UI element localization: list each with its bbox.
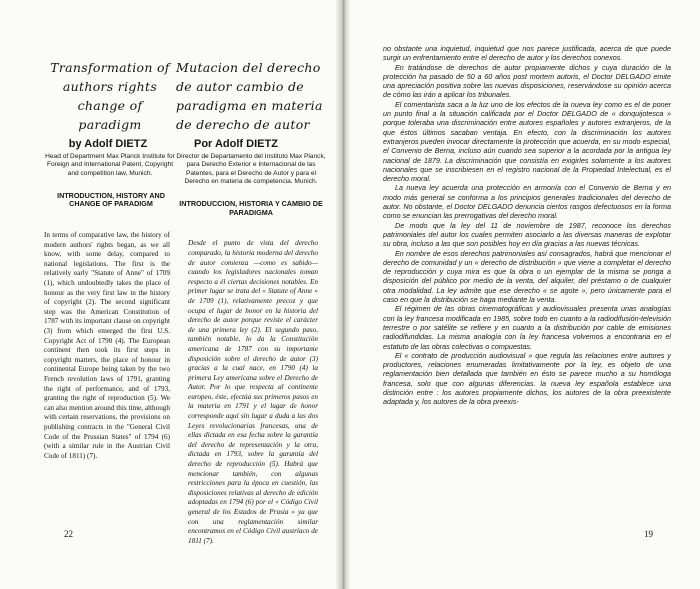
paragraph: El comentarista saca a la luz uno de los efectos de la nueva ley como es el de poner un punto final a la situación calificada por el Doctor DELGADO de « donquijotesca » porque toleraba una discriminación entre autores españoles y autores extranjeros, de la que éstos últimos sacaban ventaja. En efecto, con la discriminación los autores extranjeros pueden invocar directamente la protección que acuerda, en su modo especial, el Convenio de Berna, incluso aún cuando sea superior a la acordada por la antigua ley nacional de 1879. La discriminación que consistía en exigirles solamente a los autores nacionales que se inscribiesen en el registro nacional de la Propiedad Intelectual, es el derecho moral. [383,99,671,184]
left-page-number: 22 [64,529,73,539]
book-gutter [336,0,350,589]
spanish-title: Mutacion del derecho de autor cambio de paradigma en materia de derecho de autor [176,60,323,132]
spanish-body-text: Desde el punto de vista del derecho comparado, la historia moderna del derecho de autor comienza —como es sabido— cuando los legisladores nacionales toman respecto a él ciertas decisiones notables. En primer lugar se trata del « Statute of Anne » de 1709 (1), relativamente precoz y que ocupa el lugar de honor en la historia del derecho de autor porque reviste el carácter de una primera ley (2). El segundo paso, también notable, lo da la Constitución americana de 1787 con su importante disposición sobre el derecho de autor (3) gracias a la cual nace, en 1790 (4) la primera Ley americana sobre el Derecho de Autor. Por lo que respecta al continente europeo, éste, efectúa sus primeros pasos en la materia en 1791 y el lugar de honor corresponde aquí sin lugar a duda a las dos Leyes revolucionarias francesas, una de ellas dictada en esa fecha sobre la garantía del derecho de representación y la otra, dictada en 1793, sobre la garantía del derecho de reproducción (5). Habrá que mencionar también, con algunas restricciones para la época en cuestión, las disposiciones relativas al derecho de edición adoptadas en 1794 (6) por el « Código Civil general de los Estados de Prusia » ya que con una reglamentación similar encontramos en el Código Civil austríaco de 1811 (7). [188,239,318,545]
paragraph: El régimen de las obras cinematográficas y audiovisuales presenta unas analogías con la ley francesa modificada en 1985, sobre todo en cuanto a la radiodifusión-televisión terrestre o por satélite se refiere y en cuanto a la distribución por cable de emisiones radiodifundidas. La misma analogía con la ley francesa volvemos a encontraria en el estatuto de las obras colectivas o compuestas. [383,304,671,351]
english-body-text: In terms of comparative law, the history of modern authors' rights began, as we all know, with some delay, compared to national legislations. The first is the relatively early "Statute of Anne" of 1709 (1), which undoubtedly takes the place of honour as the very first law in the history of copyright (2). The second significant step was the American Constitution of 1787 with its important clause on copyright (3) from which emerged the first U.S. Copyright Act of 1790 (4). The European continent then took its first steps in copyright matters, the place of honour in continental Europe being taken by the two French revolution laws of 1791, granting the right of performance, and of 1793, granting the right of reproduction (5). We can also mention around this time, although with certain reservations, the provisions on publishing contracts in the "General Civil Code of the Prussian States" of 1794 (6) (with a similar rule in the Austrian Civil Code of 1811) (7). [44,231,170,460]
right-page-number: 19 [644,529,653,539]
paragraph: El « contrato de producción audiovisual » que regula las relaciones entre autores y productores, relaciones enumeradas limitativamente por la ley, es objeto de una reglamentación bien detallada que también en ésto se parece mucho a su homóloga francesa, solo que con algunas diferencias. la nueva ley española establece una distinción entre : los autores propiamente dichos, los autores de la obra preexistente adaptada y, los autores de la obra preexis- [383,350,671,407]
english-section-heading: INTRODUCTION, HISTORY AND CHANGE OF PARADIGM [57,190,165,209]
english-column [44,58,184,461]
english-title: Transformation of authors rights change of paradigm [50,60,170,132]
spanish-affiliation: Director de Departamento del Instituto Max Planck, para Derecho Exterior e Internacional de las Patentes, para el Derecho de Autor y para el Derecho en materia de competencia. Munich. [176,153,326,185]
english-affiliation: Head of Department Max Planck Institute for Foreign and International Patent, Copyright and competition law, Munich. [45,153,175,177]
paragraph: De modo que la ley del 11 de noviembre de 1987, reconoce los derechos patrimoniales del autor los cuales permiten asociarlo a las diversas maneras de explotar su obra, incluso a las que son posibles hoy en día gracias a las nuevas técnicas. [383,220,671,249]
paragraph: La nueva ley acuerda una protección en armonía con el Convenio de Berna y en modo más general se conforma a los principios generales tradicionales del derecho de autor. No obstante, el Doctor DELGADO denuncia ciertos rasgos defectuosos en la forma como se enuncian las prerrogativas del derecho moral. [383,183,671,221]
right-page-text [383,44,671,407]
left-page [0,0,336,589]
right-page [350,0,700,589]
paragraph: no obstante una inquietud, inquietud que nos parece justificada, acerca de que puede surgir un enfrentamiento entre el derecho de autor y los derechos conexos. [383,44,671,63]
paragraph: En nombre de esos derechos patrimoniales así consagrados, habrá que mencionar el derecho de comunidad y un « derecho de distribución » que viene a completar el derecho de reproducción y cuya mira es que la obra o un ejemplar de la misma se ponga a disposición del público por medio de la venta, del alquiler, del préstamo o de cualquier otra modalidad. La ley admite que ese derecho « se agote », pero únicamente para el caso en que la distribución se haga mediante la venta. [383,248,671,305]
paragraph: En tratándose de derechos de autor propiamente dichos y cuya duración de la protección ha pasado de 50 a 60 años post mortem autoris, el Doctor DELGADO emite una apreciación positiva sobre las nuevas disposiciones, reservándose su opinión acerca de cómo las irán a aplicar los tribunales. [383,62,671,100]
spanish-column [176,58,326,546]
spanish-section-heading: INTRODUCCION, HISTORIA Y CAMBIO DE PARADIGMA [179,199,323,217]
english-author: by Adolf DIETZ [68,138,148,150]
spanish-author: Por Adolf DIETZ [194,138,278,150]
